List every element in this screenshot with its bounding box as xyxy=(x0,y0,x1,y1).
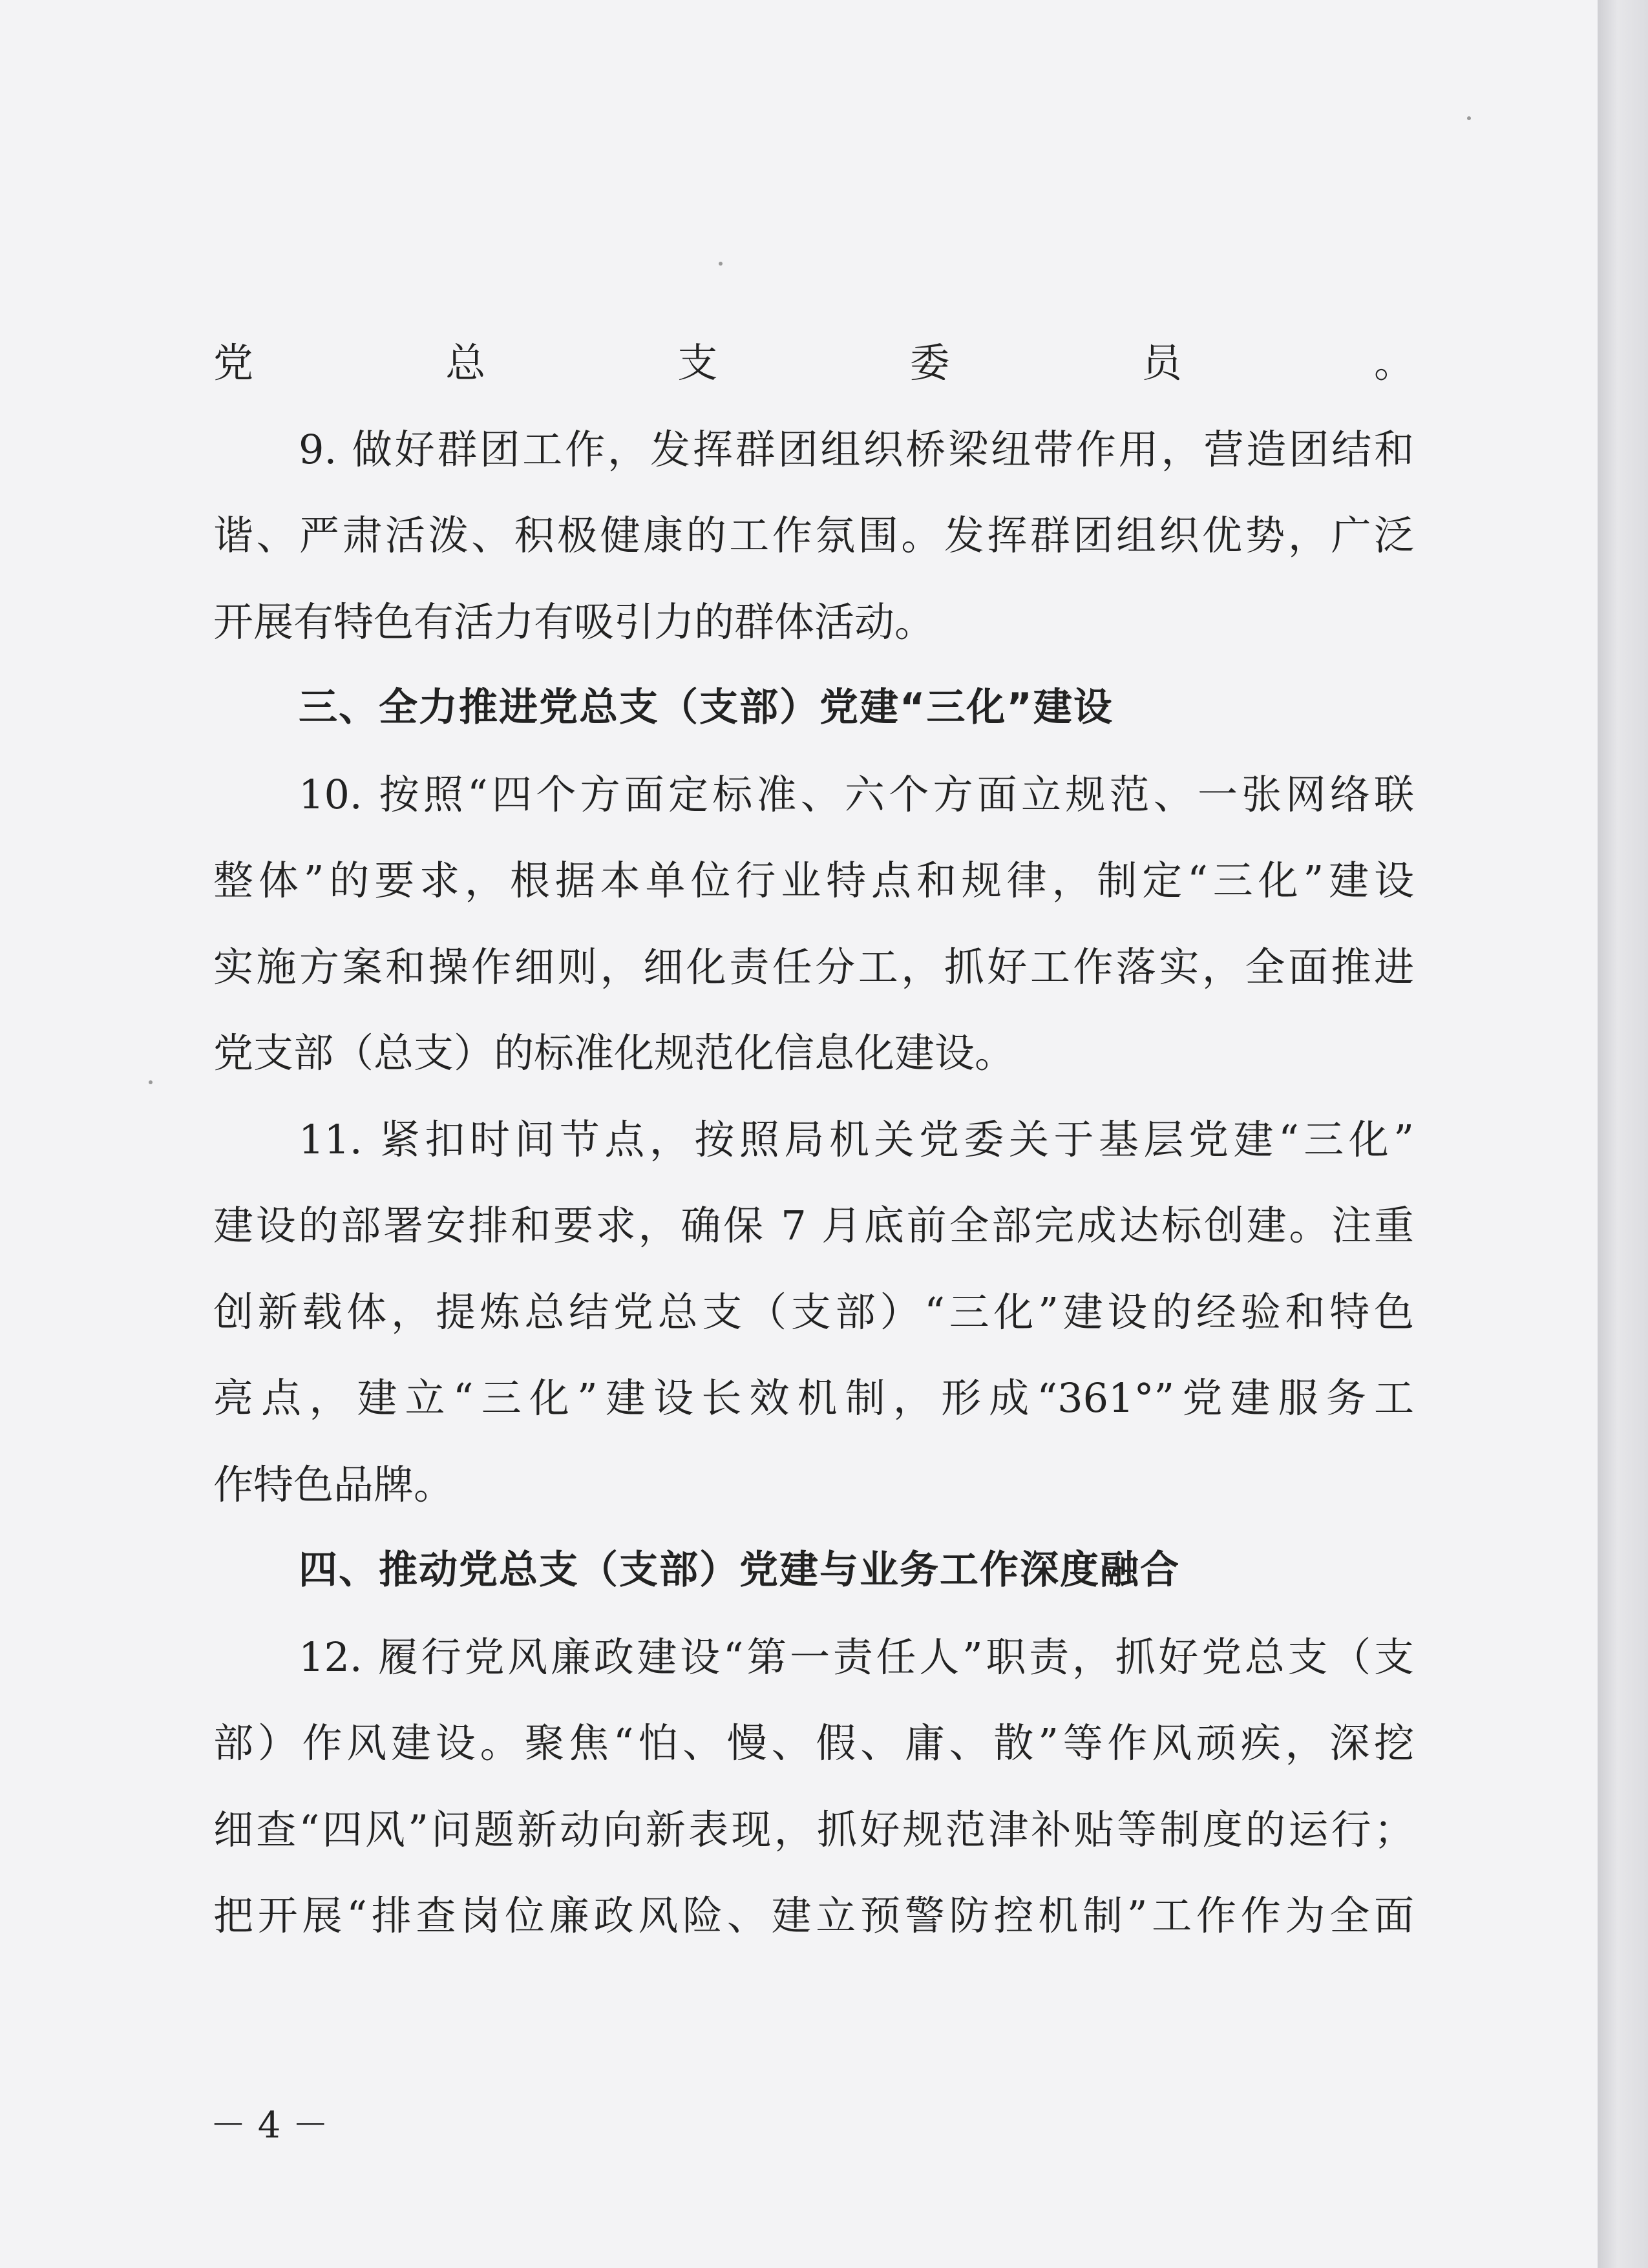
speck xyxy=(719,262,723,266)
text-line: 作特色品牌。 xyxy=(213,1460,454,1508)
speck xyxy=(149,1080,153,1084)
text-line: 党总支委员。 xyxy=(213,339,1414,386)
text-line: 把开展“排查岗位廉政风险、建立预警防控机制”工作作为全面 xyxy=(213,1892,1414,1939)
page-edge xyxy=(1598,0,1648,2268)
text-line: 整体”的要求，根据本单位行业特点和规律，制定“三化”建设 xyxy=(213,857,1414,904)
page-number: － 4 － xyxy=(210,2105,329,2147)
text-line: 亮点，建立“三化”建设长效机制，形成“361°”党建服务工 xyxy=(213,1374,1414,1422)
text-line: 实施方案和操作细则，细化责任分工，抓好工作落实，全面推进 xyxy=(213,943,1414,991)
speck xyxy=(1467,116,1471,120)
text-line: 开展有特色有活力有吸引力的群体活动。 xyxy=(213,598,935,646)
text-line: 部）作风建设。聚焦“怕、慢、假、庸、散”等作风顽疾，深挖 xyxy=(213,1719,1414,1767)
document-body xyxy=(213,320,1414,1959)
section-heading: 四、推动党总支（支部）党建与业务工作深度融合 xyxy=(299,1548,1180,1593)
section-heading: 三、全力推进党总支（支部）党建“三化”建设 xyxy=(299,685,1114,730)
text-line: 谐、严肃活泼、积极健康的工作氛围。发挥群团组织优势，广泛 xyxy=(213,512,1414,559)
paragraph-start: 11. 紧扣时间节点，按照局机关党委关于基层党建“三化” xyxy=(299,1115,1414,1163)
text-line: 细查“四风”问题新动向新表现，抓好规范津补贴等制度的运行； xyxy=(213,1805,1414,1853)
paragraph-start: 12. 履行党风廉政建设“第一责任人”职责，抓好党总支（支 xyxy=(299,1633,1414,1681)
text-line: 建设的部署安排和要求，确保 7 月底前全部完成达标创建。注重 xyxy=(213,1202,1414,1249)
text-line: 创新载体，提炼总结党总支（支部）“三化”建设的经验和特色 xyxy=(213,1288,1414,1336)
paragraph-start: 10. 按照“四个方面定标准、六个方面立规范、一张网络联 xyxy=(299,770,1414,818)
paragraph-start: 9. 做好群团工作，发挥群团组织桥梁纽带作用，营造团结和 xyxy=(299,425,1414,473)
text-line: 党支部（总支）的标准化规范化信息化建设。 xyxy=(213,1029,1015,1076)
